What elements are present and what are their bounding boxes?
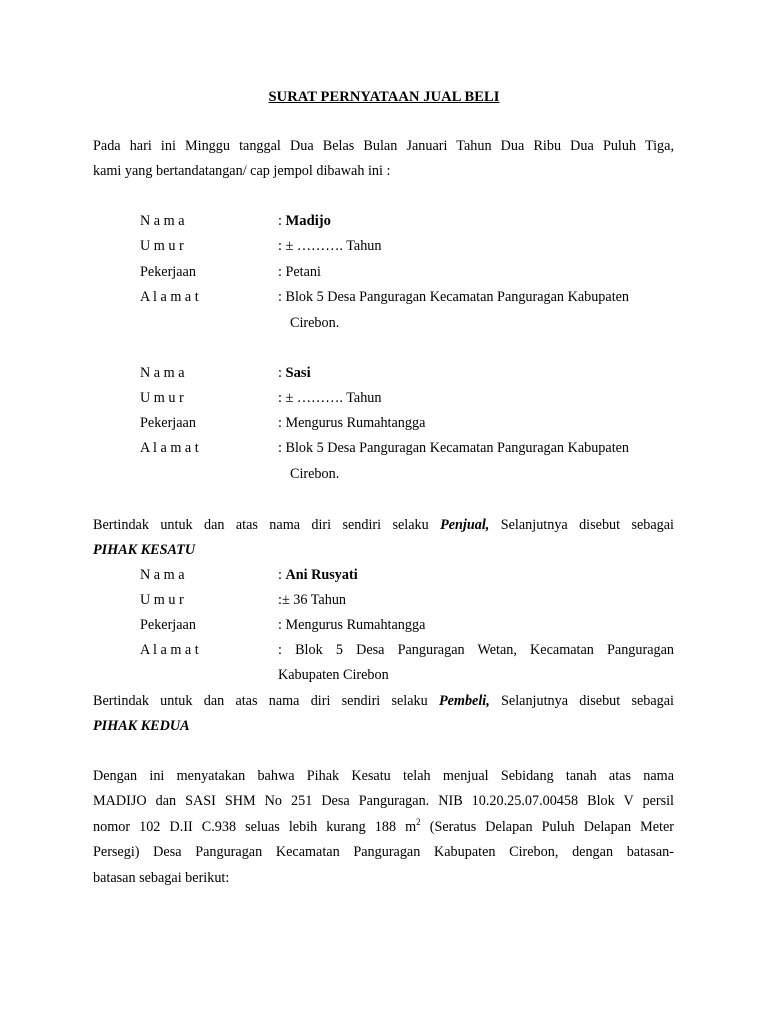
colon: : — [278, 213, 286, 229]
field-label: Pekerjaan — [140, 617, 196, 633]
field-label: A l a m a t — [140, 440, 199, 456]
colon: : — [278, 365, 286, 381]
seller-role: Penjual, — [440, 517, 490, 533]
statement-line — [93, 815, 674, 840]
person-name: Ani Rusyati — [285, 567, 358, 583]
field-value — [278, 563, 358, 588]
intro-line: Pada hari ini Minggu tanggal Dua Belas Bulan Januari Tahun Dua Ribu Dua Puluh Tiga, — [93, 138, 674, 154]
field-label: A l a m a t — [140, 642, 199, 658]
seller-clause-line — [93, 513, 674, 538]
field-label: A l a m a t — [140, 289, 199, 305]
clause-text: Selanjutnya disebut sebagai — [489, 693, 674, 709]
person-name: Sasi — [285, 365, 311, 381]
colon: : — [278, 567, 286, 583]
person2-address-continuation: Cirebon. — [290, 466, 340, 482]
document-title: SURAT PERNYATAAN JUAL BELI — [268, 89, 500, 105]
field-label: N a m a — [140, 567, 185, 583]
field-value: : Mengurus Rumahtangga — [278, 617, 426, 633]
field-value: :± 36 Tahun — [278, 592, 347, 608]
superscript: 2 — [416, 816, 421, 827]
statement-text: nomor 102 D.II C.938 seluas lebih kurang 188 m — [93, 818, 417, 835]
field-label: Pekerjaan — [140, 415, 196, 431]
field-label: U m u r — [140, 592, 184, 608]
person3-address-continuation: Kabupaten Cirebon — [278, 667, 389, 683]
seller-clause — [93, 513, 674, 564]
party-kesatu: PIHAK KESATU — [93, 542, 196, 559]
party-kedua: PIHAK KEDUA — [93, 718, 190, 735]
field-value: : Blok 5 Desa Panguragan Kecamatan Panguragan Kabupaten — [278, 289, 630, 305]
field-label: U m u r — [140, 238, 184, 254]
clause-text: Bertindak untuk dan atas nama diri sendiri selaku — [93, 517, 441, 533]
field-label: N a m a — [140, 213, 185, 229]
statement-line: Dengan ini menyatakan bahwa Pihak Kesatu telah menjual Sebidang tanah atas nama — [93, 768, 674, 784]
field-label: Pekerjaan — [140, 264, 196, 280]
field-value — [278, 209, 331, 234]
statement-line: Persegi) Desa Panguragan Kecamatan Panguragan Kabupaten Cirebon, dengan batasan- — [93, 844, 674, 861]
person-name: Madijo — [285, 213, 331, 229]
buyer-clause — [93, 689, 674, 740]
field-value: : Blok 5 Desa Panguragan Kecamatan Panguragan Kabupaten — [278, 440, 630, 456]
field-value: : Blok 5 Desa Panguragan Wetan, Kecamatan Panguragan — [278, 642, 674, 658]
field-value: : ± ………. Tahun — [278, 238, 382, 254]
statement-text: (Seratus Delapan Puluh Delapan Meter — [420, 818, 675, 835]
intro-line: kami yang bertandatangan/ cap jempol dibawah ini : — [93, 163, 391, 180]
buyer-role: Pembeli, — [438, 693, 490, 709]
person1-address-continuation: Cirebon. — [290, 315, 340, 331]
intro-paragraph — [93, 134, 674, 185]
field-label: U m u r — [140, 390, 184, 406]
clause-text: Selanjutnya disebut sebagai — [489, 517, 674, 533]
field-label: N a m a — [140, 365, 185, 381]
buyer-clause-line — [93, 689, 674, 714]
statement-paragraph — [93, 764, 674, 891]
statement-line: batasan sebagai berikut: — [93, 869, 230, 886]
field-value — [278, 361, 311, 386]
field-value: : Mengurus Rumahtangga — [278, 415, 426, 431]
clause-text: Bertindak untuk dan atas nama diri sendiri selaku — [93, 693, 439, 709]
statement-line: MADIJO dan SASI SHM No 251 Desa Panguragan. NIB 10.20.25.07.00458 Blok V persil — [93, 793, 674, 810]
field-value: : Petani — [278, 264, 321, 280]
field-value: : ± ………. Tahun — [278, 390, 382, 406]
